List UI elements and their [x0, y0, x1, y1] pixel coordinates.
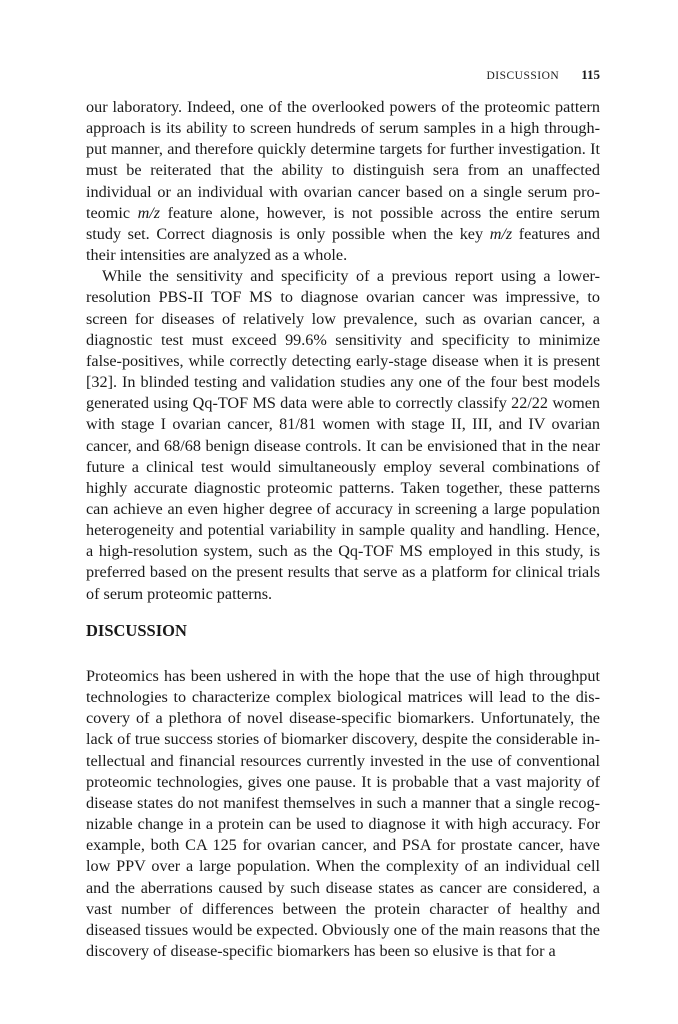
body-text-continued [86, 97, 600, 605]
paragraph-text-part: features and their intensities are analyzed as a whole. [86, 224, 600, 265]
running-head [86, 66, 600, 84]
section-heading: DISCUSSION [86, 621, 187, 640]
page-number: 115 [581, 67, 600, 82]
paragraph-discussion: Proteomics has been ushered in with the hope that the use of high throughput technologies to characterize complex biological matrices will lead to the discovery of a plethora of novel disease-specific biomarkers. Unfortunately, the lack of true success stories of biomarker discovery, despite the considerable intellectual and financial resources currently invested in the use of conventional proteomic technologies, gives one pause. It is probable that a vast majority of disease states do not manifest themselves in such a manner that a single recognizable change in a protein can be used to diagnose it with high accuracy. For example, both CA 125 for ovarian cancer, and PSA for prostate cancer, have low PPV over a large population. When the complexity of an individual cell and the aberrations caused by such disease states as cancer are considered, a vast number of differences between the protein character of healthy and diseased tissues would be expected. Obviously one of the main reasons that the discovery of disease-specific biomarkers has been so elusive is that for a [86, 667, 600, 961]
running-head-section: DISCUSSION [486, 70, 560, 82]
mz-term: m/z [137, 203, 161, 222]
paragraph-text-part: feature alone, however, is not possible across the entire serum study set. Correct diagnosis is only possible when the key [86, 203, 600, 243]
mz-term: m/z [489, 224, 513, 243]
paragraph-sensitivity: While the sensitivity and specificity of a previous report using a lower-resolution PBS-II TOF MS to diagnose ovarian cancer was impressive, to screen for diseases of relatively low prevalence, such as ovarian cancer, a diagnostic test must exceed 99.6% sensitivity and specificity to minimize false-positives, while correctly detecting early-stage disease when it is present [32]. In blinded testing and validation studies any one of the four best models generated using Qq-TOF MS data were able to correctly classify 22/22 women with stage I ovarian cancer, 81/81 women with stage II, III, and IV ovarian cancer, and 68/68 benign disease controls. It can be envisioned that in the near future a clinical test would simultaneously employ several combinations of highly accurate diagnostic proteomic patterns. Taken together, these patterns can achieve an even higher degree of accuracy in screening a large population heterogeneity and potential variability in sample quality and handling. Hence, a high-resolution system, such as the Qq-TOF MS employed in this study, is preferred based on the present results that serve as a platform for clinical trials of serum proteomic patterns. [86, 267, 600, 603]
discussion-body [86, 666, 600, 962]
paragraph-text-part: our laboratory. Indeed, one of the overlooked powers of the proteomic pattern approach is its ability to screen hundreds of serum samples in a high throughput manner, and therefore quickly determine targets for further investigation. It must be reiterated that the ability to distinguish sera from an unaffected individual or an individual with ovarian cancer based on a single serum proteomic [86, 98, 600, 222]
paragraph-continued [86, 97, 600, 266]
